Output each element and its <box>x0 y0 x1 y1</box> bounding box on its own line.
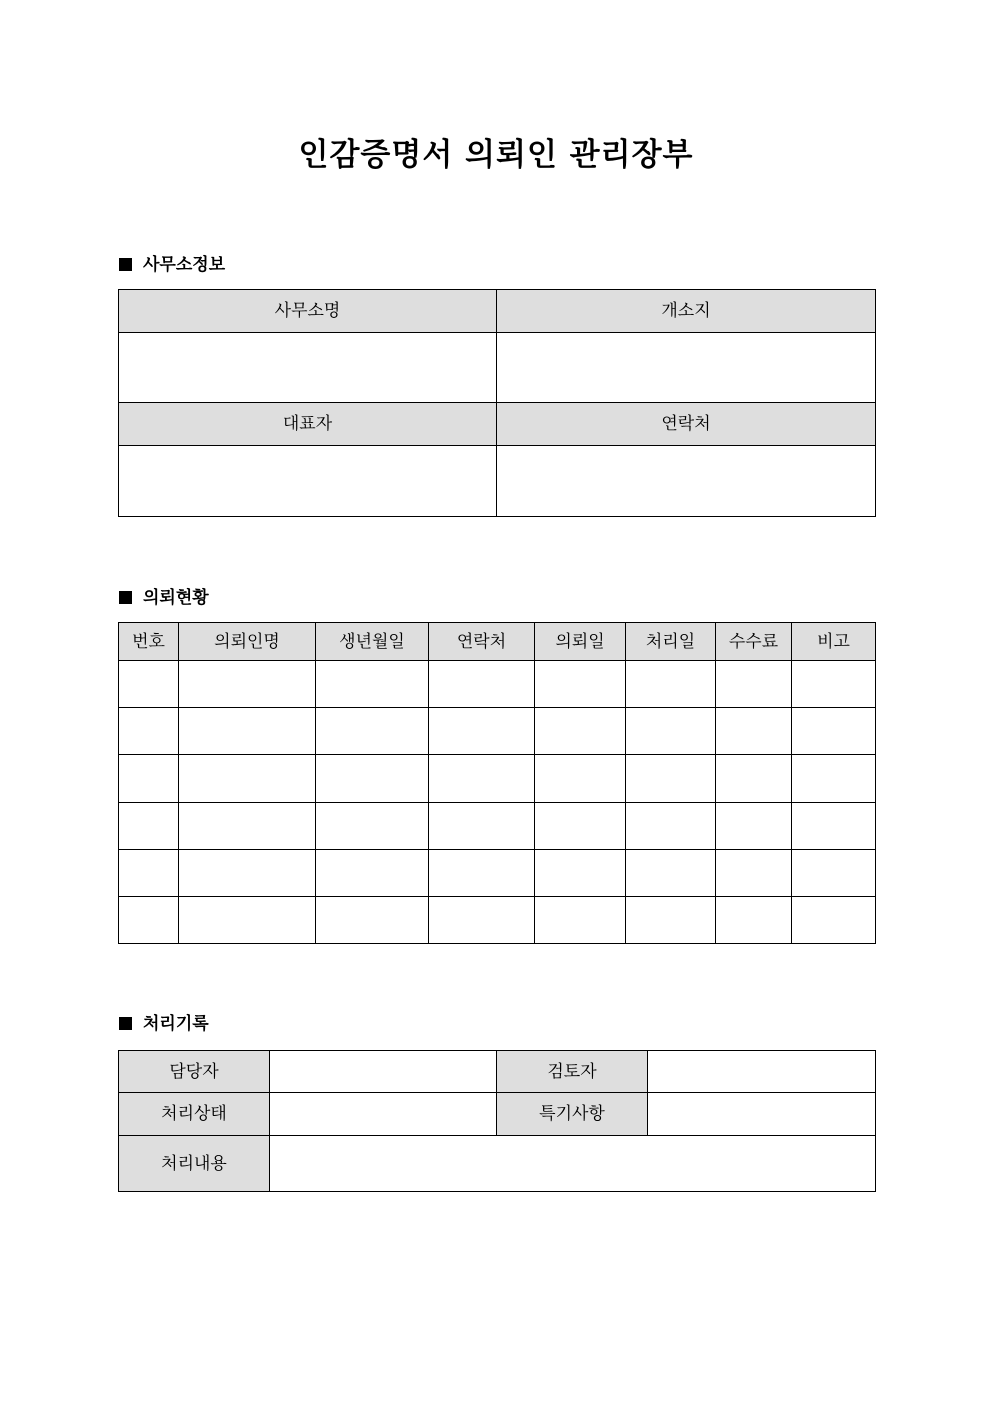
table-cell[interactable] <box>626 708 716 755</box>
table-cell[interactable] <box>179 803 316 850</box>
table-cell[interactable] <box>535 897 626 944</box>
contact-field[interactable] <box>497 446 876 517</box>
table-cell[interactable] <box>119 803 179 850</box>
table-cell[interactable] <box>316 661 429 708</box>
table-cell[interactable] <box>626 755 716 803</box>
table-cell[interactable] <box>119 755 179 803</box>
office-info-heading <box>119 253 225 277</box>
table-cell[interactable] <box>716 755 792 803</box>
table-cell[interactable] <box>535 755 626 803</box>
processing-record-heading-text: 처리기록 <box>143 1014 209 1034</box>
table-cell[interactable] <box>792 661 876 708</box>
representative-label: 대표자 <box>119 403 497 446</box>
document-title: 인감증명서 의뢰인 관리장부 <box>298 137 694 173</box>
square-bullet-icon <box>119 591 132 604</box>
request-status-table <box>118 622 876 944</box>
table-row <box>119 850 876 897</box>
column-header-number: 번호 <box>119 623 179 661</box>
square-bullet-icon <box>119 1017 132 1030</box>
table-cell[interactable] <box>429 755 535 803</box>
table-cell[interactable] <box>179 897 316 944</box>
column-header-client-name: 의뢰인명 <box>179 623 316 661</box>
table-cell[interactable] <box>716 850 792 897</box>
table-cell[interactable] <box>535 803 626 850</box>
office-info-heading-text: 사무소정보 <box>143 255 226 275</box>
office-name-field[interactable] <box>119 333 497 403</box>
table-row <box>119 708 876 755</box>
table-cell[interactable] <box>792 755 876 803</box>
notes-field[interactable] <box>648 1093 876 1136</box>
table-cell[interactable] <box>179 661 316 708</box>
table-cell[interactable] <box>119 850 179 897</box>
table-cell[interactable] <box>429 708 535 755</box>
table-row <box>119 897 876 944</box>
table-cell[interactable] <box>535 708 626 755</box>
table-cell[interactable] <box>179 708 316 755</box>
manager-field[interactable] <box>270 1051 497 1093</box>
column-header-remarks: 비고 <box>792 623 876 661</box>
representative-field[interactable] <box>119 446 497 517</box>
table-cell[interactable] <box>429 803 535 850</box>
table-cell[interactable] <box>792 897 876 944</box>
column-header-birthdate: 생년월일 <box>316 623 429 661</box>
request-status-heading <box>119 586 209 610</box>
processing-record-table <box>118 1050 876 1192</box>
table-cell[interactable] <box>716 897 792 944</box>
address-label: 개소지 <box>497 290 876 333</box>
manager-label: 담당자 <box>119 1051 270 1093</box>
request-status-heading-text: 의뢰현황 <box>143 588 209 608</box>
table-cell[interactable] <box>179 755 316 803</box>
table-cell[interactable] <box>535 850 626 897</box>
table-row <box>119 661 876 708</box>
table-cell[interactable] <box>626 850 716 897</box>
table-row <box>119 755 876 803</box>
processing-record-heading <box>119 1012 209 1036</box>
table-cell[interactable] <box>716 708 792 755</box>
table-cell[interactable] <box>626 897 716 944</box>
office-name-label: 사무소명 <box>119 290 497 333</box>
table-row <box>119 803 876 850</box>
column-header-request-date: 의뢰일 <box>535 623 626 661</box>
table-cell[interactable] <box>626 661 716 708</box>
address-field[interactable] <box>497 333 876 403</box>
table-cell[interactable] <box>792 850 876 897</box>
table-cell[interactable] <box>716 661 792 708</box>
details-label: 처리내용 <box>119 1136 270 1192</box>
column-header-processed-date: 처리일 <box>626 623 716 661</box>
table-cell[interactable] <box>429 897 535 944</box>
table-cell[interactable] <box>316 850 429 897</box>
table-cell[interactable] <box>792 708 876 755</box>
table-cell[interactable] <box>316 755 429 803</box>
table-cell[interactable] <box>626 803 716 850</box>
table-cell[interactable] <box>429 850 535 897</box>
column-header-fee: 수수료 <box>716 623 792 661</box>
details-field[interactable] <box>270 1136 876 1192</box>
reviewer-label: 검토자 <box>497 1051 648 1093</box>
table-cell[interactable] <box>792 803 876 850</box>
table-cell[interactable] <box>119 708 179 755</box>
table-cell[interactable] <box>535 661 626 708</box>
square-bullet-icon <box>119 258 132 271</box>
table-cell[interactable] <box>179 850 316 897</box>
status-field[interactable] <box>270 1093 497 1136</box>
office-info-table <box>118 289 876 517</box>
table-cell[interactable] <box>119 661 179 708</box>
reviewer-field[interactable] <box>648 1051 876 1093</box>
table-cell[interactable] <box>316 708 429 755</box>
notes-label: 특기사항 <box>497 1093 648 1136</box>
table-cell[interactable] <box>429 661 535 708</box>
table-cell[interactable] <box>716 803 792 850</box>
contact-label: 연락처 <box>497 403 876 446</box>
column-header-contact: 연락처 <box>429 623 535 661</box>
table-cell[interactable] <box>316 897 429 944</box>
table-cell[interactable] <box>119 897 179 944</box>
status-label: 처리상태 <box>119 1093 270 1136</box>
table-cell[interactable] <box>316 803 429 850</box>
